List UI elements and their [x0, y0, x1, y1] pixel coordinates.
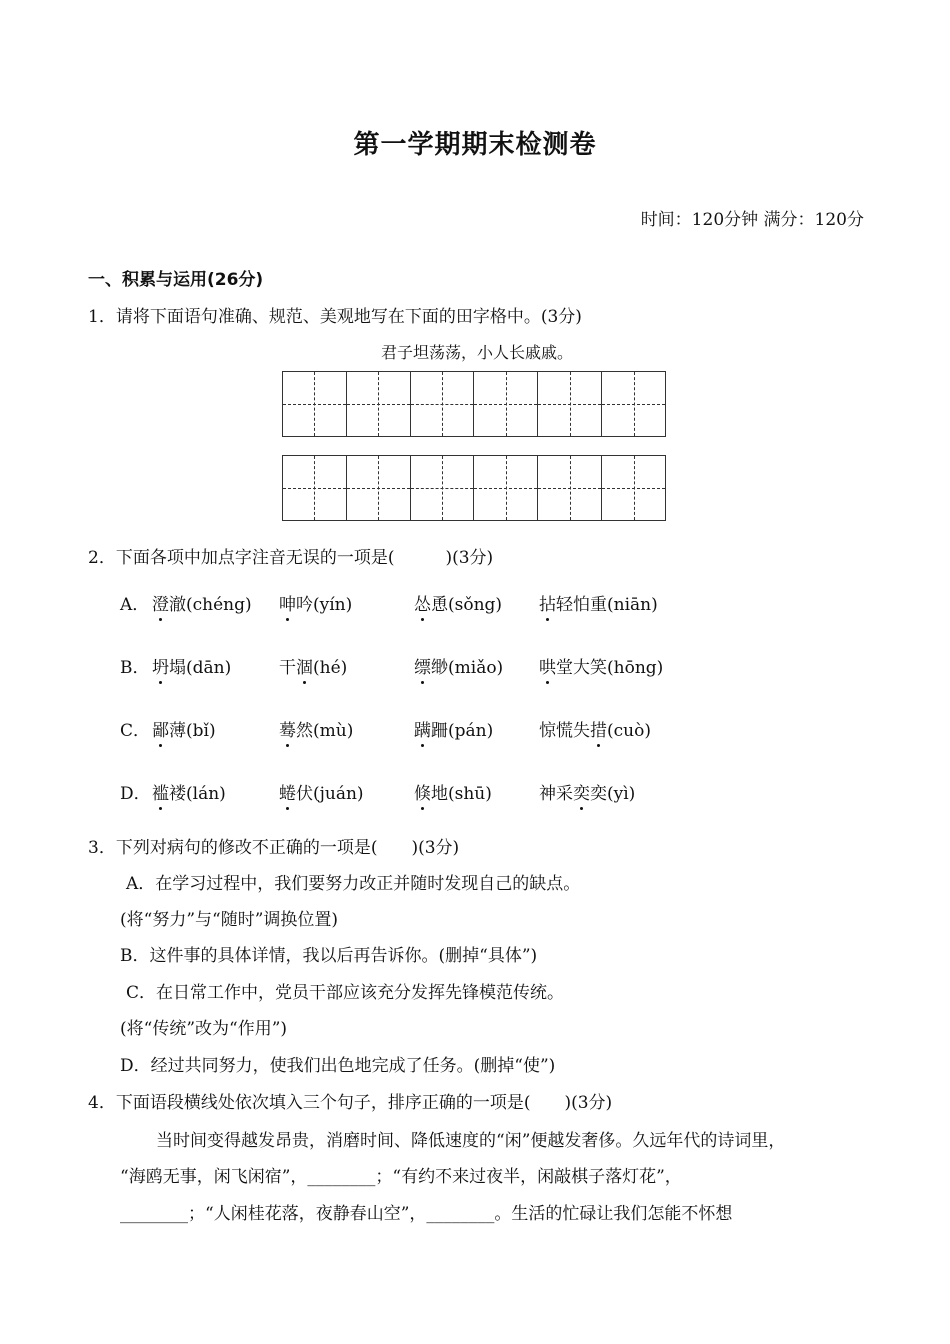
option-text: 惊慌失 [539, 721, 590, 741]
option-text: 堂大笑(hōng) [556, 658, 664, 678]
dotted-character: 坍 [152, 658, 169, 678]
question-3-stem: 3．下列对病句的修改不正确的一项是( )(3分) [88, 838, 460, 858]
grid-cell[interactable] [538, 456, 602, 520]
grid-cell[interactable] [283, 372, 347, 436]
writing-grid-row-1[interactable] [282, 371, 666, 437]
option-text: 吟(yín) [296, 595, 353, 615]
grid-cell[interactable] [602, 372, 665, 436]
dotted-character: 蓦 [279, 721, 296, 741]
question-2-option-label: C． [120, 721, 151, 741]
question-2-option-item [279, 590, 352, 615]
dotted-character: 涸 [296, 658, 313, 678]
question-4-para-line: ________；“人闲桂花落，夜静春山空”，________。生活的忙碌让我们怎能不怀想 [120, 1204, 733, 1224]
grid-cell[interactable] [347, 456, 411, 520]
question-2-option-item [152, 779, 226, 804]
question-2-option-item [414, 716, 493, 741]
option-text: 澈(chéng) [169, 595, 252, 615]
question-2-option-item [152, 716, 216, 741]
dotted-character: 呻 [279, 595, 296, 615]
question-2-option-item [152, 590, 252, 615]
question-3-note-a: (将“努力”与“随时”调换位置) [120, 910, 339, 930]
dotted-character: 鄙 [152, 721, 169, 741]
dotted-character: 蹒 [414, 721, 431, 741]
grid-cell[interactable] [538, 372, 602, 436]
writing-grid-row-2[interactable] [282, 455, 666, 521]
grid-cell[interactable] [411, 372, 475, 436]
option-text: 跚(pán) [431, 721, 494, 741]
option-text: 薄(bǐ) [169, 721, 216, 741]
question-2-option-item [414, 653, 503, 678]
dotted-character: 缥 [414, 658, 431, 678]
grid-cell[interactable] [411, 456, 475, 520]
grid-cell[interactable] [347, 372, 411, 436]
question-2-option-item [279, 653, 347, 678]
question-2-option-item [539, 590, 658, 615]
option-text: 塌(dān) [169, 658, 232, 678]
page-title: 第一学期期末检测卷 [353, 130, 597, 160]
grid-cell[interactable] [602, 456, 665, 520]
option-text: 恿(sǒng) [431, 595, 503, 615]
dotted-character: 怂 [414, 595, 431, 615]
option-text: (cuò) [607, 721, 651, 741]
section-heading: 一、积累与运用(26分) [88, 270, 264, 290]
grid-cell[interactable] [474, 456, 538, 520]
question-2-option-item [539, 716, 651, 741]
question-3-option-a: A．在学习过程中，我们要努力改正并随时发现自己的缺点。 [126, 874, 581, 894]
question-2-option-item [539, 779, 635, 804]
option-text: 伏(juán) [296, 784, 364, 804]
question-1-sentence: 君子坦荡荡，小人长戚戚。 [381, 343, 574, 362]
question-4-para-line: “海鸥无事，闲飞闲宿”，________；“有约不来过夜半，闲敲棋子落灯花”， [120, 1167, 682, 1187]
grid-cell[interactable] [283, 456, 347, 520]
question-4-para-line: 当时间变得越发昂贵，消磨时间、降低速度的“闲”便越发奢侈。久远年代的诗词里， [156, 1131, 786, 1151]
question-4-stem: 4．下面语段横线处依次填入三个句子，排序正确的一项是( )(3分) [88, 1093, 613, 1113]
question-2-option-label: B． [120, 658, 150, 678]
dotted-character: 哄 [539, 658, 556, 678]
dotted-character: 蜷 [279, 784, 296, 804]
option-text: 神采 [539, 784, 573, 804]
dotted-character: 褴 [152, 784, 169, 804]
option-text: 然(mù) [296, 721, 354, 741]
grid-cell[interactable] [474, 372, 538, 436]
question-2-option-item [279, 716, 353, 741]
question-2-stem: 2．下面各项中加点字注音无误的一项是( )(3分) [88, 548, 494, 568]
option-text: 褛(lán) [169, 784, 226, 804]
question-2-option-item [539, 653, 663, 678]
dotted-character: 奕 [573, 784, 590, 804]
dotted-character: 倏 [414, 784, 431, 804]
question-1-stem: 1．请将下面语句准确、规范、美观地写在下面的田字格中。(3分) [88, 307, 582, 327]
question-2-option-label: D． [120, 784, 151, 804]
dotted-character: 澄 [152, 595, 169, 615]
question-3-option-c: C．在日常工作中，党员干部应该充分发挥先锋模范传统。 [126, 983, 565, 1003]
exam-meta: 时间：120分钟 满分：120分 [640, 210, 864, 230]
question-2-option-item [414, 779, 492, 804]
question-3-option-b: B．这件事的具体详情，我以后再告诉你。(删掉“具体”) [120, 946, 538, 966]
dotted-character: 拈 [539, 595, 556, 615]
question-2-option-item [279, 779, 364, 804]
option-text: 缈(miǎo) [431, 658, 504, 678]
option-text: 轻怕重(niān) [556, 595, 658, 615]
option-text: 奕(yì) [590, 784, 636, 804]
question-2-option-item [414, 590, 502, 615]
dotted-character: 措 [590, 721, 607, 741]
option-text: 地(shū) [431, 784, 492, 804]
question-3-note-c: (将“传统”改为“作用”) [120, 1019, 288, 1039]
question-2-option-item [152, 653, 231, 678]
question-2-option-label: A． [120, 595, 150, 615]
question-3-option-d: D．经过共同努力，使我们出色地完成了任务。(删掉“使”) [120, 1056, 556, 1076]
option-text: 干 [279, 658, 296, 678]
option-text: (hé) [313, 658, 348, 678]
